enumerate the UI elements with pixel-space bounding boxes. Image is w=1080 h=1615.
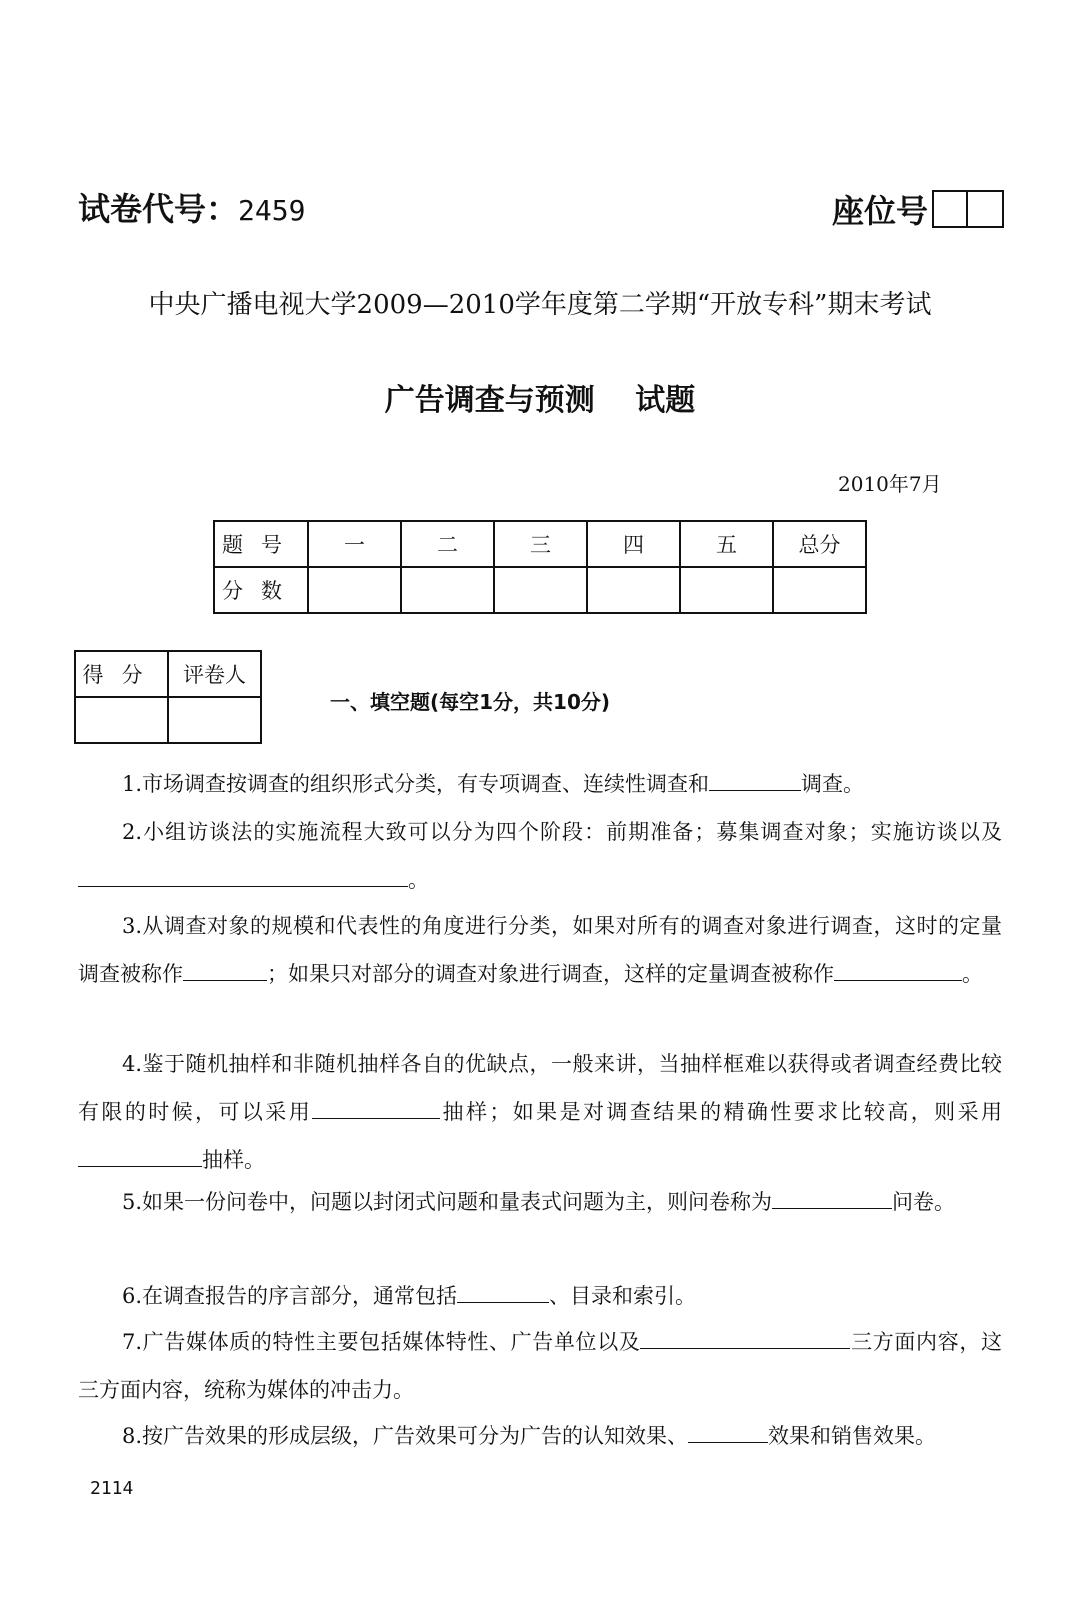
score-cell [308, 567, 401, 613]
seat-number [832, 186, 1004, 232]
score-table-col: 四 [587, 521, 680, 567]
question-text: 、目录和索引。 [549, 1284, 697, 1308]
score-table-row2-label: 分数 [214, 567, 308, 613]
score-cell [494, 567, 587, 613]
question-text: 三方面内容，这三方面内容，统称为媒体的冲击力。 [78, 1330, 1002, 1402]
score-table [213, 520, 867, 614]
answer-blank [640, 1324, 850, 1349]
question-text: 4.鉴于随机抽样和非随机抽样各自的优缺点，一般来讲，当抽样框难以获得或者调查经费比较有限的时候，可以采用 [78, 1052, 1002, 1124]
question-text: 抽样。 [202, 1148, 265, 1172]
score-cell [773, 567, 866, 613]
score-table-col: 五 [680, 521, 773, 567]
paper-code-value: 2459 [238, 194, 306, 227]
exam-date: 2010年7月 [838, 472, 942, 496]
subject-title: 广告调查与预测 试题 [384, 383, 696, 418]
score-table-col: 三 [494, 521, 587, 567]
question-3 [78, 902, 1002, 998]
page-number: 2114 [90, 1478, 134, 1499]
question-text: 效果和销售效果。 [768, 1424, 937, 1448]
question-text: 3.从调查对象的规模和代表性的角度进行分类，如果对所有的调查对象进行调查，这时的定量调查被称作 [78, 914, 1002, 986]
paper-code [78, 184, 305, 230]
question-7 [78, 1318, 1002, 1414]
question-text: 调查。 [801, 772, 865, 796]
question-text: 5.如果一份问卷中，问题以封闭式问题和量表式问题为主，则问卷称为 [122, 1190, 773, 1214]
score-table-col: 总分 [773, 521, 866, 567]
question-text: 。 [962, 962, 983, 986]
section-heading: 一、填空题(每空1分，共10分) [330, 690, 611, 714]
question-5 [78, 1178, 1002, 1226]
question-text: 抽样；如果是对调查结果的精确性要求比较高，则采用 [440, 1100, 1003, 1124]
question-text: 2.小组访谈法的实施流程大致可以分为四个阶段：前期准备；募集调查对象；实施访谈以及 [122, 820, 1002, 844]
answer-blank [183, 956, 267, 981]
answer-blank [457, 1278, 549, 1303]
score-table-col: 一 [308, 521, 401, 567]
score-table-score-row [214, 567, 866, 613]
grader-label: 评卷人 [168, 651, 261, 697]
question-4 [78, 1040, 1002, 1184]
answer-blank [709, 766, 801, 791]
question-text: 7.广告媒体质的特性主要包括媒体特性、广告单位以及 [122, 1330, 641, 1354]
question-text: 。 [408, 868, 429, 892]
answer-blank [834, 956, 962, 981]
score-table-header-row [214, 521, 866, 567]
answer-blank [772, 1184, 892, 1209]
paper-code-label: 试卷代号： [78, 190, 239, 228]
score-table-row1-label: 题号 [214, 521, 308, 567]
seat-label: 座位号 [832, 192, 929, 230]
score-cell [680, 567, 773, 613]
question-text: 8.按广告效果的形成层级，广告效果可分为广告的认知效果、 [122, 1424, 689, 1448]
exam-title: 中央广播电视大学2009—2010学年度第二学期“开放专科”期末考试 [148, 290, 932, 320]
score-cell [401, 567, 494, 613]
grader-score-label: 得分 [75, 651, 168, 697]
answer-blank [78, 1142, 202, 1167]
question-2 [78, 808, 1002, 904]
question-text: 问卷。 [892, 1190, 956, 1214]
score-cell [587, 567, 680, 613]
grader-name-cell [168, 697, 261, 743]
question-text: 1.市场调查按调查的组织形式分类，有专项调查、连续性调查和 [122, 772, 710, 796]
question-text: ；如果只对部分的调查对象进行调查，这样的定量调查被称作 [267, 962, 834, 986]
question-8 [78, 1412, 1002, 1460]
answer-blank [312, 1094, 440, 1119]
score-table-col: 二 [401, 521, 494, 567]
answer-blank [688, 1418, 768, 1443]
grader-table [74, 650, 262, 744]
seat-box [934, 192, 968, 226]
question-1 [78, 760, 1002, 808]
grader-score-cell [75, 697, 168, 743]
seat-boxes [932, 190, 1004, 228]
seat-box [968, 192, 1002, 226]
question-text: 6.在调查报告的序言部分，通常包括 [122, 1284, 458, 1308]
answer-blank [78, 862, 408, 887]
question-6 [78, 1272, 1002, 1320]
